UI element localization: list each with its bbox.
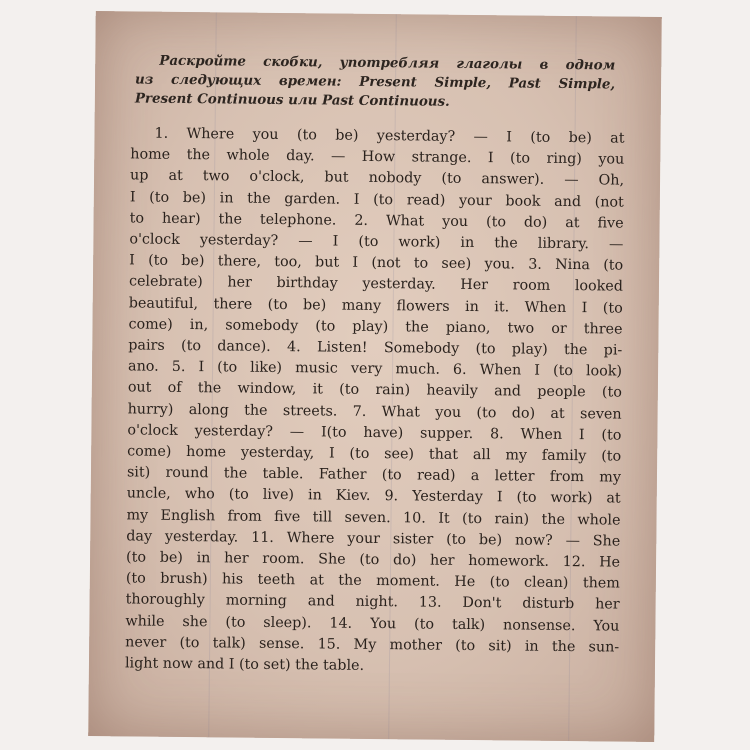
exercise-line: come) home yesterday, I (to see) that all my family (to: [127, 443, 622, 465]
exercise-line: celebrate) her birthday yesterday. Her room looked: [128, 273, 624, 296]
exercise-line: uncle, who (to live) in Kiev. 9. Yesterday I (to work) at: [126, 485, 621, 508]
exercise-line: I (to be) there, too, but I (not to see) you. 3. Nina (to: [129, 252, 624, 274]
exercise-line: hurry) along the streets. 7. What you (to do) at seven: [127, 401, 622, 423]
exercise-line: thoroughly morning and night. 13. Don't disturb her: [125, 591, 620, 614]
exercise-line: pairs (to dance). 4. Listen! Somebody (to play) the pi-: [128, 337, 623, 359]
exercise-line: 1. Where you (to be) yesterday? — I (to be) at: [154, 125, 625, 147]
exercise-line: up at two o'clock, but nobody (to answer). — Oh,: [130, 167, 625, 190]
exercise-line: home the whole day. — How strange. I (to ring) you: [130, 146, 625, 168]
instruction-line: Раскройте скобки, употребляя глаголы в одном: [159, 52, 616, 74]
exercise-line: I (to be) in the garden. I (to read) your book and (not: [129, 189, 624, 211]
exercise-line: o'clock yesterday? — I (to work) in the library. —: [129, 231, 624, 253]
exercise-line: while she (to sleep). 14. You (to talk) nonsense. You: [125, 613, 620, 635]
exercise-line: out of the window, it (to rain) heavily and people (to: [127, 379, 622, 402]
exercise-line: beautiful, there (to be) many flowers in it. When I (to: [128, 295, 623, 317]
exercise-line: ano. 5. I (to like) music very much. 6. When I (to look): [128, 358, 623, 380]
exercise-line: o'clock yesterday? — I(to have) supper. 8. When I (to: [127, 422, 622, 444]
instruction-line: Present Continuous или Past Continuous.: [134, 90, 450, 110]
exercise-line: light now and I (to set) the table.: [124, 655, 365, 674]
exercise-line: (to brush) his teeth at the moment. He (to clean) them: [125, 570, 620, 592]
exercise-line: my English from five till seven. 10. It (to rain) the whole: [126, 507, 621, 529]
exercise-text: [125, 123, 625, 679]
exercise-line: day yesterday. 11. Where your sister (to be) now? — She: [126, 528, 621, 550]
instruction-line: из следующих времен: Present Simple, Past Simple,: [135, 71, 616, 93]
exercise-line: never (to talk) sense. 15. My mother (to sit) in the sun-: [125, 634, 620, 656]
exercise-line: to hear) the telephone. 2. What you (to do) at five: [129, 210, 624, 232]
exercise-line: come) in, somebody (to play) the piano, two or three: [128, 316, 623, 338]
book-page: [88, 11, 662, 742]
exercise-line: sit) round the table. Father (to read) a letter from my: [126, 464, 622, 486]
exercise-line: (to be) in her room. She (to do) her homework. 12. He: [126, 549, 621, 571]
exercise-instructions: [135, 51, 616, 113]
